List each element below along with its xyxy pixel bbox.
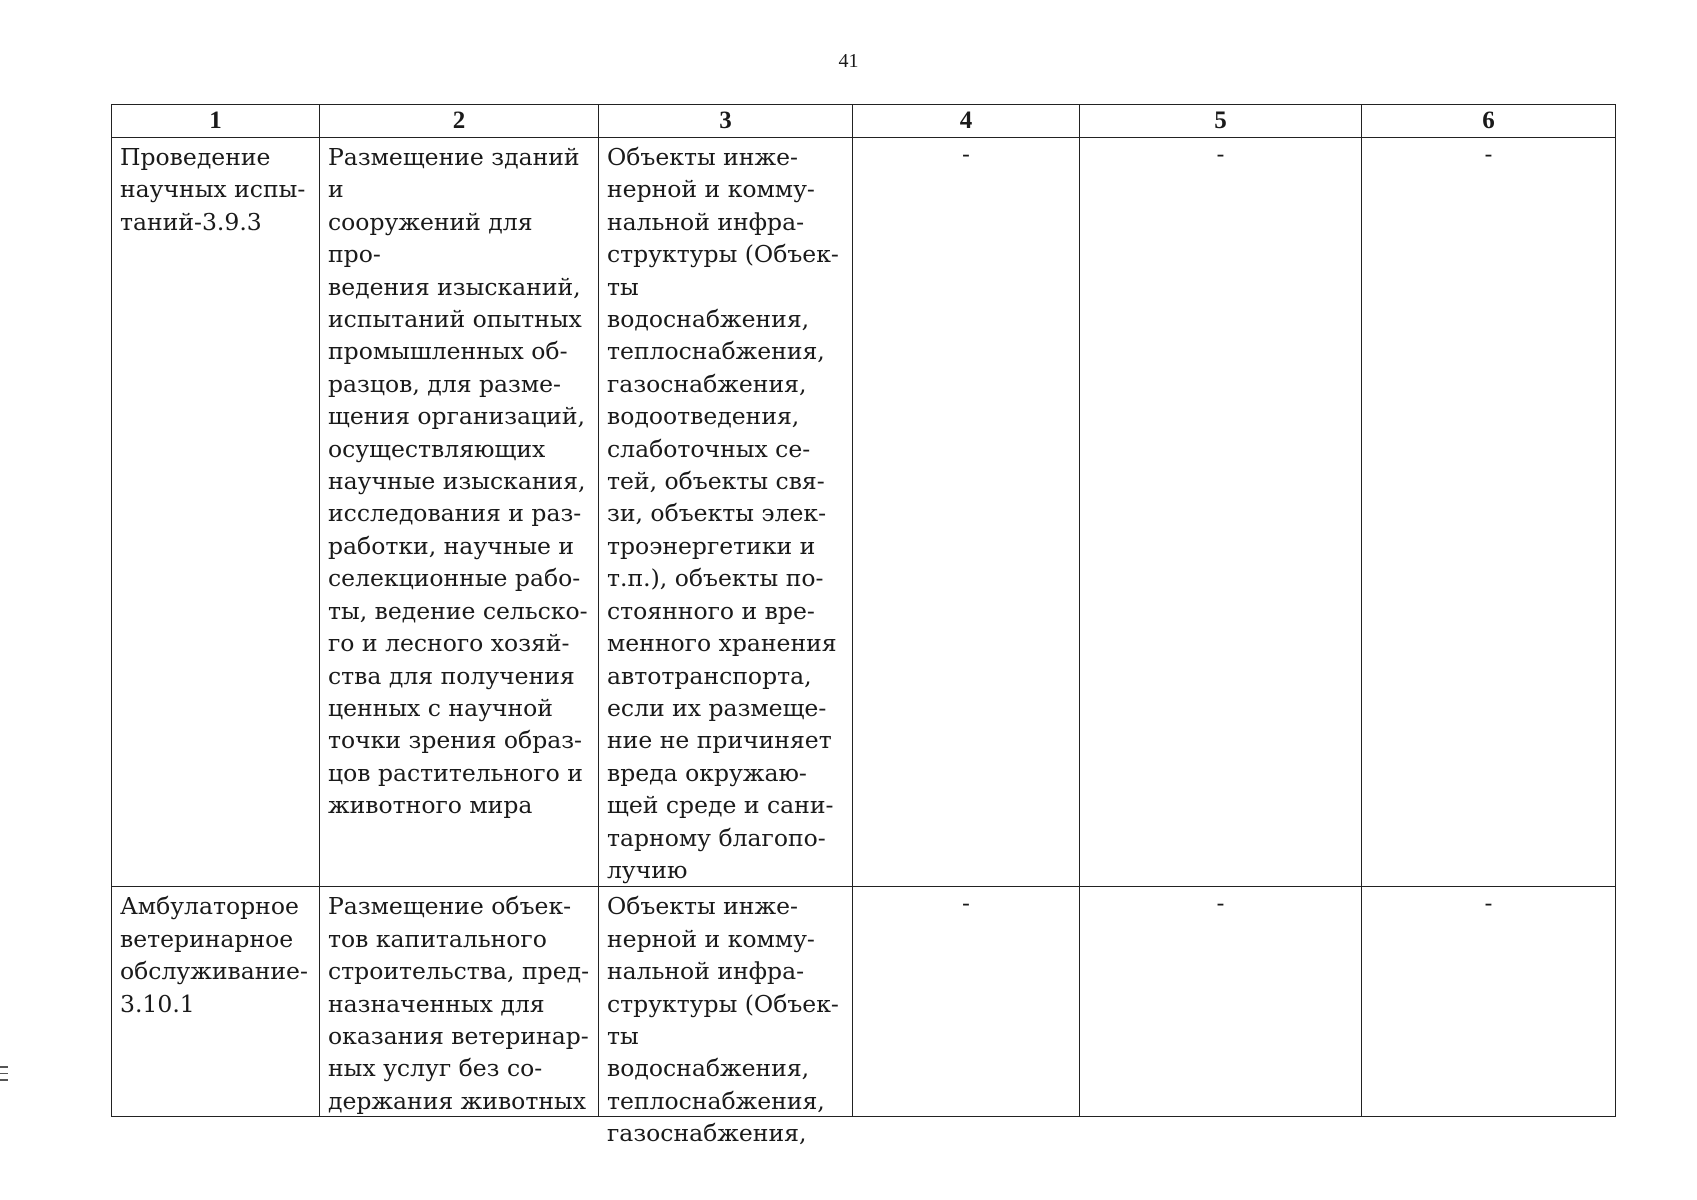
column-5-cell	[1080, 138, 1362, 887]
column-header-4: 4	[853, 105, 1080, 138]
dash-value: -	[1216, 140, 1225, 168]
table-row	[112, 138, 1616, 887]
column-header-2: 2	[320, 105, 599, 138]
table-row	[112, 887, 1616, 1117]
land-use-type-cell	[112, 887, 320, 1117]
column-header-3: 3	[599, 105, 853, 138]
column-6-cell	[1362, 887, 1616, 1117]
infrastructure-cell	[599, 138, 853, 887]
dash-value: -	[1484, 140, 1493, 168]
column-4-cell	[853, 138, 1080, 887]
infrastructure-cell	[599, 887, 853, 1148]
description-cell	[320, 138, 599, 887]
dash-value: -	[1484, 889, 1493, 918]
dash-value: -	[1216, 889, 1225, 918]
table-header-row	[112, 105, 1616, 138]
page-number: 41	[838, 50, 859, 72]
margin-mark	[0, 1066, 8, 1068]
infrastructure-text: Объекты инже- нерной и комму- нальной инфра- структуры (Объек- ты водоснабжения, теплоснабжения, газоснабжения, водоотведения, слаботочных се- тей, объекты свя- зи, объекты элек- троэнергетики и т.п.), объекты по- стоянного и вре- менного хранения автотранспорта, если их размеще- ние не причиняет вреда окружаю- щей среде и сани- тарному благопо- лучию	[607, 143, 839, 884]
column-5-cell	[1080, 887, 1362, 1117]
land-use-type-text: Проведение научных испы- таний-3.9.3	[120, 143, 306, 236]
column-6-cell	[1362, 138, 1616, 887]
margin-mark	[0, 1079, 8, 1081]
infrastructure-text: Объекты инже- нерной и комму- нальной инфра- структуры (Объек- ты водоснабжения, теплоснабжения, газоснабжения,	[607, 892, 839, 1148]
land-use-type-cell	[112, 138, 320, 887]
scan-margin-marks	[0, 1066, 8, 1086]
dash-value: -	[962, 889, 970, 918]
land-use-table	[111, 104, 1616, 1148]
column-4-cell	[853, 887, 1080, 1117]
column-header-6: 6	[1362, 105, 1616, 138]
description-cell	[320, 887, 599, 1117]
land-use-type-text: Амбулаторное ветеринарное обслуживание- 3.10.1	[120, 892, 308, 1018]
description-text: Размещение объек- тов капитального строительства, пред- назначенных для оказания ветеринар- ных услуг без со- держания животных	[328, 892, 590, 1115]
column-header-1: 1	[112, 105, 320, 138]
description-text: Размещение зданий и сооружений для про- ведения изысканий, испытаний опытных промышленных об- разцов, для разме- щения организаций, осуществляющих научные изыскания, исследования и раз- работки, научные и селекционные рабо- ты, ведение сельско- го и лесного хозяй- ства для получения ценных с научной точки зрения образ- цов растительного и животного мира	[328, 143, 588, 820]
margin-mark	[0, 1073, 8, 1075]
column-header-5: 5	[1080, 105, 1362, 138]
dash-value: -	[962, 140, 970, 168]
